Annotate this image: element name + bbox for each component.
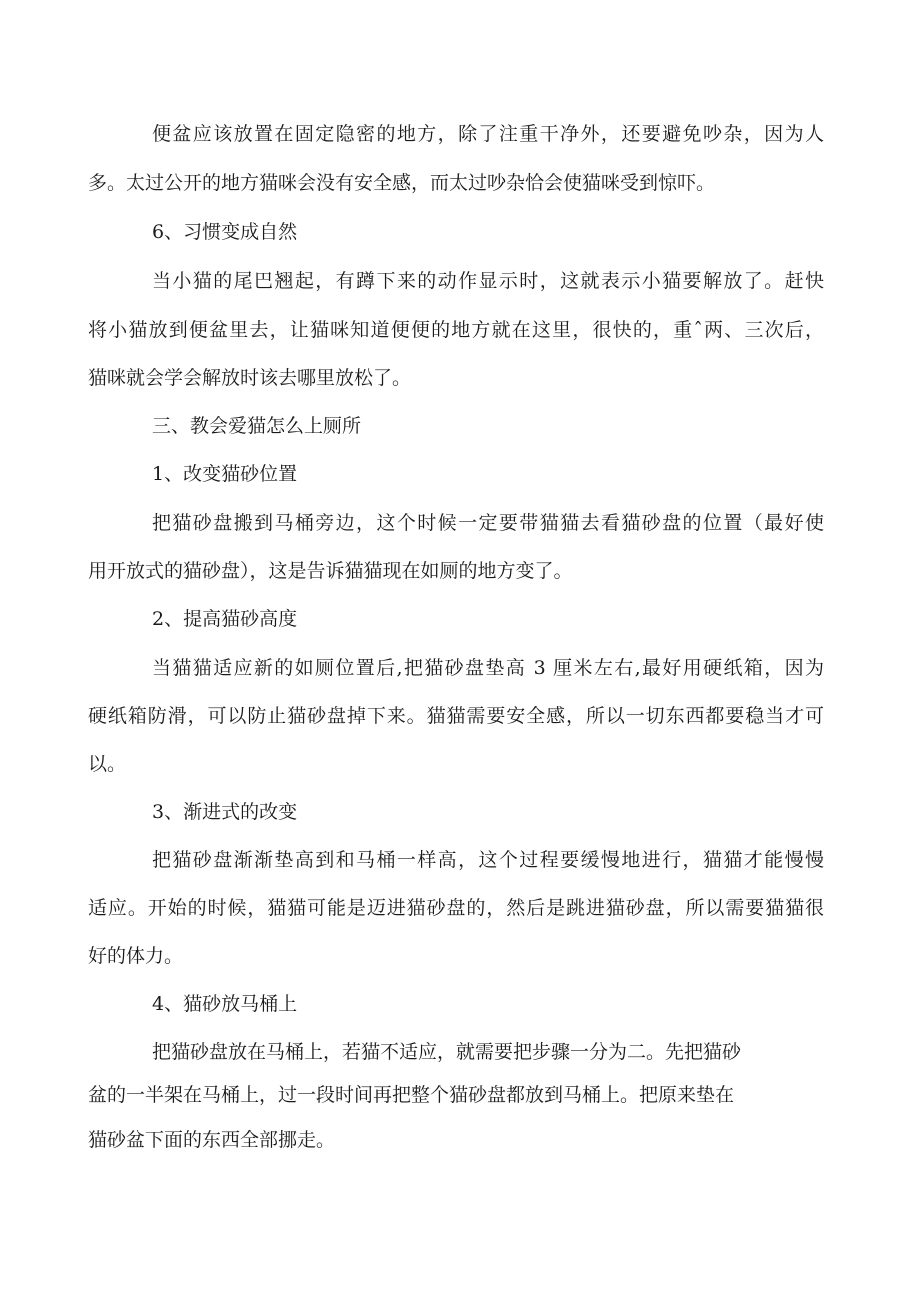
paragraph-2-line-2: 将小猫放到便盆里去，让猫咪知道便便的地方就在这里，很快的，重ˆ两、三次后， <box>88 319 824 341</box>
paragraph-6-line-2: 盆的一半架在马桶上，过一段时间再把整个猫砂盘都放到马桶上。把原来垫在 <box>88 1084 735 1106</box>
paragraph-2-line-3: 猫咪就会学会解放时该去哪里放松了。 <box>88 367 412 389</box>
paragraph-5-line-3: 好的体力。 <box>88 945 184 967</box>
paragraph-5-line-1: 把猫砂盘渐渐垫高到和马桶一样高，这个过程要缓慢地进行，猫猫才能慢慢 <box>152 849 824 871</box>
section-heading-4: 4、猫砂放马桶上 <box>152 993 298 1015</box>
section-heading-3: 3、渐进式的改变 <box>152 801 298 823</box>
paragraph-4-line-1: 当猫猫适应新的如厕位置后,把猫砂盘垫高 3 厘米左右,最好用硬纸箱，因为 <box>152 657 824 679</box>
paragraph-1-line-2: 多。太过公开的地方猫咪会没有安全感，而太过吵杂恰会使猫咪受到惊吓。 <box>88 172 716 194</box>
chapter-heading-3: 三、教会爱猫怎么上厕所 <box>152 415 362 437</box>
paragraph-1-line-1: 便盆应该放置在固定隐密的地方，除了注重干净外，还要避免吵杂，因为人 <box>152 123 824 145</box>
paragraph-3-line-2: 用开放式的猫砂盘），这是告诉猫猫现在如厕的地方变了。 <box>88 560 573 582</box>
paragraph-3-line-1: 把猫砂盘搬到马桶旁边，这个时候一定要带猫猫去看猫砂盘的位置（最好使 <box>152 512 824 534</box>
section-heading-6: 6、习惯变成自然 <box>152 221 298 243</box>
paragraph-6-line-3: 猫砂盆下面的东西全部挪走。 <box>88 1129 336 1151</box>
section-heading-1: 1、改变猫砂位置 <box>152 463 298 485</box>
paragraph-4-line-2: 硬纸箱防滑，可以防止猫砂盘掉下来。猫猫需要安全感，所以一切东西都要稳当才可 <box>88 705 824 727</box>
paragraph-4-line-3: 以。 <box>88 753 127 775</box>
paragraph-5-line-2: 适应。开始的时候，猫猫可能是迈进猫砂盘的，然后是跳进猫砂盘，所以需要猫猫很 <box>88 897 824 919</box>
section-heading-2: 2、提高猫砂高度 <box>152 608 298 630</box>
paragraph-2-line-1: 当小猫的尾巴翘起，有蹲下来的动作显示时，这就表示小猫要解放了。赶快 <box>152 270 824 292</box>
paragraph-6-line-1: 把猫砂盘放在马桶上，若猫不适应，就需要把步骤一分为二。先把猫砂 <box>152 1041 742 1063</box>
